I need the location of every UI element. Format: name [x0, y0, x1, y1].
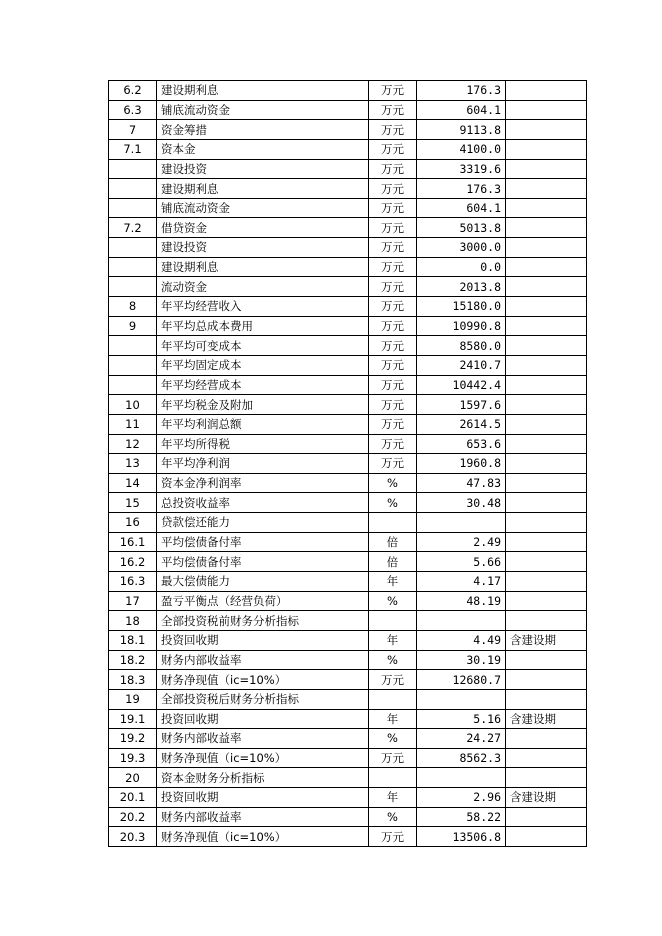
- note-cell: [506, 218, 587, 238]
- row-number-cell: 19.1: [109, 709, 157, 729]
- row-number-cell: 14: [109, 473, 157, 493]
- item-name-cell: 财务净现值（ic=10%）: [157, 827, 369, 847]
- unit-cell: 年: [369, 788, 417, 808]
- note-cell: [506, 139, 587, 159]
- row-number-cell: 20.2: [109, 807, 157, 827]
- note-cell: [506, 513, 587, 533]
- value-cell: 2614.5: [417, 414, 506, 434]
- row-number-cell: [109, 355, 157, 375]
- item-name-cell: 借贷资金: [157, 218, 369, 238]
- row-number-cell: 17: [109, 591, 157, 611]
- item-name-cell: 盈亏平衡点（经营负荷）: [157, 591, 369, 611]
- value-cell: 3000.0: [417, 238, 506, 258]
- note-cell: [506, 454, 587, 474]
- row-number-cell: 16.2: [109, 552, 157, 572]
- item-name-cell: 年平均税金及附加: [157, 395, 369, 415]
- unit-cell: 万元: [369, 355, 417, 375]
- note-cell: [506, 238, 587, 258]
- table-row: [109, 100, 587, 120]
- item-name-cell: 年平均固定成本: [157, 355, 369, 375]
- item-name-cell: 年平均经营收入: [157, 297, 369, 317]
- note-cell: [506, 807, 587, 827]
- item-name-cell: 财务内部收益率: [157, 729, 369, 749]
- value-cell: 176.3: [417, 179, 506, 199]
- row-number-cell: 16.1: [109, 532, 157, 552]
- row-number-cell: [109, 238, 157, 258]
- row-number-cell: 18.1: [109, 630, 157, 650]
- row-number-cell: 11: [109, 414, 157, 434]
- table-row: [109, 748, 587, 768]
- value-cell: 5013.8: [417, 218, 506, 238]
- unit-cell: [369, 768, 417, 788]
- value-cell: 4100.0: [417, 139, 506, 159]
- table-row: [109, 395, 587, 415]
- value-cell: 48.19: [417, 591, 506, 611]
- table-row: [109, 355, 587, 375]
- value-cell: 604.1: [417, 198, 506, 218]
- note-cell: [506, 198, 587, 218]
- value-cell: [417, 689, 506, 709]
- item-name-cell: 财务净现值（ic=10%）: [157, 670, 369, 690]
- value-cell: [417, 611, 506, 631]
- item-name-cell: 铺底流动资金: [157, 100, 369, 120]
- item-name-cell: 投资回收期: [157, 788, 369, 808]
- unit-cell: 万元: [369, 670, 417, 690]
- note-cell: [506, 473, 587, 493]
- value-cell: 1597.6: [417, 395, 506, 415]
- item-name-cell: 建设期利息: [157, 179, 369, 199]
- table-row: [109, 297, 587, 317]
- row-number-cell: 7.2: [109, 218, 157, 238]
- unit-cell: 万元: [369, 120, 417, 140]
- row-number-cell: 13: [109, 454, 157, 474]
- item-name-cell: 投资回收期: [157, 709, 369, 729]
- table-row: [109, 827, 587, 847]
- note-cell: [506, 532, 587, 552]
- unit-cell: %: [369, 729, 417, 749]
- row-number-cell: 20.3: [109, 827, 157, 847]
- item-name-cell: 财务净现值（ic=10%）: [157, 748, 369, 768]
- table-row: [109, 729, 587, 749]
- row-number-cell: 19: [109, 689, 157, 709]
- item-name-cell: 资本金净利润率: [157, 473, 369, 493]
- item-name-cell: 全部投资税后财务分析指标: [157, 689, 369, 709]
- item-name-cell: 年平均总成本费用: [157, 316, 369, 336]
- value-cell: 30.48: [417, 493, 506, 513]
- value-cell: 30.19: [417, 650, 506, 670]
- unit-cell: %: [369, 807, 417, 827]
- table-row: [109, 689, 587, 709]
- table-row: [109, 257, 587, 277]
- item-name-cell: 最大偿债能力: [157, 572, 369, 592]
- value-cell: 4.49: [417, 630, 506, 650]
- note-cell: [506, 336, 587, 356]
- note-cell: [506, 297, 587, 317]
- value-cell: 3319.6: [417, 159, 506, 179]
- table-row: [109, 198, 587, 218]
- table-row: [109, 414, 587, 434]
- unit-cell: 万元: [369, 748, 417, 768]
- value-cell: 24.27: [417, 729, 506, 749]
- item-name-cell: 资本金财务分析指标: [157, 768, 369, 788]
- table-row: [109, 670, 587, 690]
- table-row: [109, 159, 587, 179]
- unit-cell: 万元: [369, 827, 417, 847]
- item-name-cell: 建设期利息: [157, 81, 369, 101]
- unit-cell: 万元: [369, 218, 417, 238]
- value-cell: 604.1: [417, 100, 506, 120]
- value-cell: 2.49: [417, 532, 506, 552]
- note-cell: [506, 827, 587, 847]
- table-row: [109, 611, 587, 631]
- note-cell: [506, 277, 587, 297]
- row-number-cell: 7: [109, 120, 157, 140]
- item-name-cell: 年平均可变成本: [157, 336, 369, 356]
- value-cell: 1960.8: [417, 454, 506, 474]
- unit-cell: 万元: [369, 139, 417, 159]
- unit-cell: 万元: [369, 238, 417, 258]
- note-cell: [506, 552, 587, 572]
- row-number-cell: 19.3: [109, 748, 157, 768]
- note-cell: [506, 257, 587, 277]
- row-number-cell: 18.2: [109, 650, 157, 670]
- unit-cell: 万元: [369, 159, 417, 179]
- table-row: [109, 473, 587, 493]
- unit-cell: 万元: [369, 100, 417, 120]
- table-row: [109, 788, 587, 808]
- item-name-cell: 流动资金: [157, 277, 369, 297]
- row-number-cell: 7.1: [109, 139, 157, 159]
- unit-cell: 万元: [369, 454, 417, 474]
- value-cell: 8580.0: [417, 336, 506, 356]
- value-cell: 12680.7: [417, 670, 506, 690]
- unit-cell: 万元: [369, 179, 417, 199]
- table-row: [109, 238, 587, 258]
- unit-cell: 倍: [369, 532, 417, 552]
- table-row: [109, 768, 587, 788]
- note-cell: [506, 355, 587, 375]
- row-number-cell: 19.2: [109, 729, 157, 749]
- value-cell: [417, 513, 506, 533]
- note-cell: [506, 611, 587, 631]
- unit-cell: 年: [369, 572, 417, 592]
- value-cell: 13506.8: [417, 827, 506, 847]
- note-cell: [506, 493, 587, 513]
- unit-cell: [369, 611, 417, 631]
- table-row: [109, 493, 587, 513]
- item-name-cell: 财务内部收益率: [157, 650, 369, 670]
- note-cell: [506, 375, 587, 395]
- value-cell: 5.66: [417, 552, 506, 572]
- value-cell: 58.22: [417, 807, 506, 827]
- table-row: [109, 807, 587, 827]
- note-cell: 含建设期: [506, 630, 587, 650]
- unit-cell: %: [369, 473, 417, 493]
- unit-cell: 万元: [369, 277, 417, 297]
- item-name-cell: 投资回收期: [157, 630, 369, 650]
- row-number-cell: [109, 375, 157, 395]
- item-name-cell: 年平均净利润: [157, 454, 369, 474]
- financial-indicators-table: [108, 80, 587, 847]
- note-cell: [506, 689, 587, 709]
- item-name-cell: 年平均经营成本: [157, 375, 369, 395]
- value-cell: [417, 768, 506, 788]
- table-row: [109, 454, 587, 474]
- item-name-cell: 平均偿债备付率: [157, 552, 369, 572]
- row-number-cell: 15: [109, 493, 157, 513]
- table-row: [109, 120, 587, 140]
- note-cell: [506, 434, 587, 454]
- item-name-cell: 财务内部收益率: [157, 807, 369, 827]
- table-row: [109, 434, 587, 454]
- item-name-cell: 铺底流动资金: [157, 198, 369, 218]
- item-name-cell: 建设期利息: [157, 257, 369, 277]
- table-row: [109, 277, 587, 297]
- row-number-cell: 18.3: [109, 670, 157, 690]
- unit-cell: %: [369, 493, 417, 513]
- row-number-cell: 8: [109, 297, 157, 317]
- table-row: [109, 81, 587, 101]
- item-name-cell: 建设投资: [157, 159, 369, 179]
- row-number-cell: 12: [109, 434, 157, 454]
- note-cell: [506, 159, 587, 179]
- item-name-cell: 资本金: [157, 139, 369, 159]
- unit-cell: 万元: [369, 81, 417, 101]
- table-row: [109, 316, 587, 336]
- unit-cell: 万元: [369, 198, 417, 218]
- item-name-cell: 贷款偿还能力: [157, 513, 369, 533]
- row-number-cell: 16: [109, 513, 157, 533]
- unit-cell: %: [369, 591, 417, 611]
- row-number-cell: [109, 179, 157, 199]
- row-number-cell: [109, 277, 157, 297]
- table-row: [109, 513, 587, 533]
- note-cell: [506, 670, 587, 690]
- row-number-cell: [109, 336, 157, 356]
- item-name-cell: 资金筹措: [157, 120, 369, 140]
- item-name-cell: 年平均所得税: [157, 434, 369, 454]
- row-number-cell: 10: [109, 395, 157, 415]
- table-row: [109, 709, 587, 729]
- table-row: [109, 218, 587, 238]
- value-cell: 47.83: [417, 473, 506, 493]
- table-row: [109, 532, 587, 552]
- table-row: [109, 375, 587, 395]
- unit-cell: 万元: [369, 434, 417, 454]
- table-body: [109, 81, 587, 847]
- note-cell: [506, 591, 587, 611]
- item-name-cell: 全部投资税前财务分析指标: [157, 611, 369, 631]
- note-cell: 含建设期: [506, 788, 587, 808]
- value-cell: 10990.8: [417, 316, 506, 336]
- unit-cell: 万元: [369, 297, 417, 317]
- unit-cell: 万元: [369, 414, 417, 434]
- unit-cell: 万元: [369, 395, 417, 415]
- row-number-cell: [109, 198, 157, 218]
- unit-cell: [369, 513, 417, 533]
- note-cell: [506, 100, 587, 120]
- note-cell: [506, 729, 587, 749]
- unit-cell: 万元: [369, 316, 417, 336]
- value-cell: 2410.7: [417, 355, 506, 375]
- value-cell: 5.16: [417, 709, 506, 729]
- unit-cell: 倍: [369, 552, 417, 572]
- note-cell: [506, 120, 587, 140]
- note-cell: [506, 414, 587, 434]
- note-cell: [506, 768, 587, 788]
- unit-cell: 万元: [369, 336, 417, 356]
- row-number-cell: 16.3: [109, 572, 157, 592]
- value-cell: 0.0: [417, 257, 506, 277]
- value-cell: 9113.8: [417, 120, 506, 140]
- row-number-cell: 9: [109, 316, 157, 336]
- value-cell: 4.17: [417, 572, 506, 592]
- item-name-cell: 年平均利润总额: [157, 414, 369, 434]
- table-row: [109, 336, 587, 356]
- table-row: [109, 650, 587, 670]
- table-row: [109, 552, 587, 572]
- row-number-cell: 20.1: [109, 788, 157, 808]
- note-cell: [506, 316, 587, 336]
- row-number-cell: [109, 257, 157, 277]
- value-cell: 15180.0: [417, 297, 506, 317]
- value-cell: 176.3: [417, 81, 506, 101]
- note-cell: [506, 395, 587, 415]
- table-row: [109, 179, 587, 199]
- value-cell: 10442.4: [417, 375, 506, 395]
- table-row: [109, 591, 587, 611]
- unit-cell: 年: [369, 709, 417, 729]
- note-cell: [506, 572, 587, 592]
- unit-cell: 万元: [369, 257, 417, 277]
- item-name-cell: 建设投资: [157, 238, 369, 258]
- row-number-cell: 20: [109, 768, 157, 788]
- row-number-cell: 6.3: [109, 100, 157, 120]
- unit-cell: [369, 689, 417, 709]
- table-row: [109, 630, 587, 650]
- note-cell: 含建设期: [506, 709, 587, 729]
- unit-cell: 万元: [369, 375, 417, 395]
- unit-cell: 年: [369, 630, 417, 650]
- item-name-cell: 平均偿债备付率: [157, 532, 369, 552]
- table-row: [109, 572, 587, 592]
- note-cell: [506, 81, 587, 101]
- row-number-cell: [109, 159, 157, 179]
- row-number-cell: 6.2: [109, 81, 157, 101]
- item-name-cell: 总投资收益率: [157, 493, 369, 513]
- note-cell: [506, 650, 587, 670]
- table-row: [109, 139, 587, 159]
- value-cell: 2013.8: [417, 277, 506, 297]
- note-cell: [506, 179, 587, 199]
- note-cell: [506, 748, 587, 768]
- value-cell: 2.96: [417, 788, 506, 808]
- unit-cell: %: [369, 650, 417, 670]
- value-cell: 8562.3: [417, 748, 506, 768]
- value-cell: 653.6: [417, 434, 506, 454]
- row-number-cell: 18: [109, 611, 157, 631]
